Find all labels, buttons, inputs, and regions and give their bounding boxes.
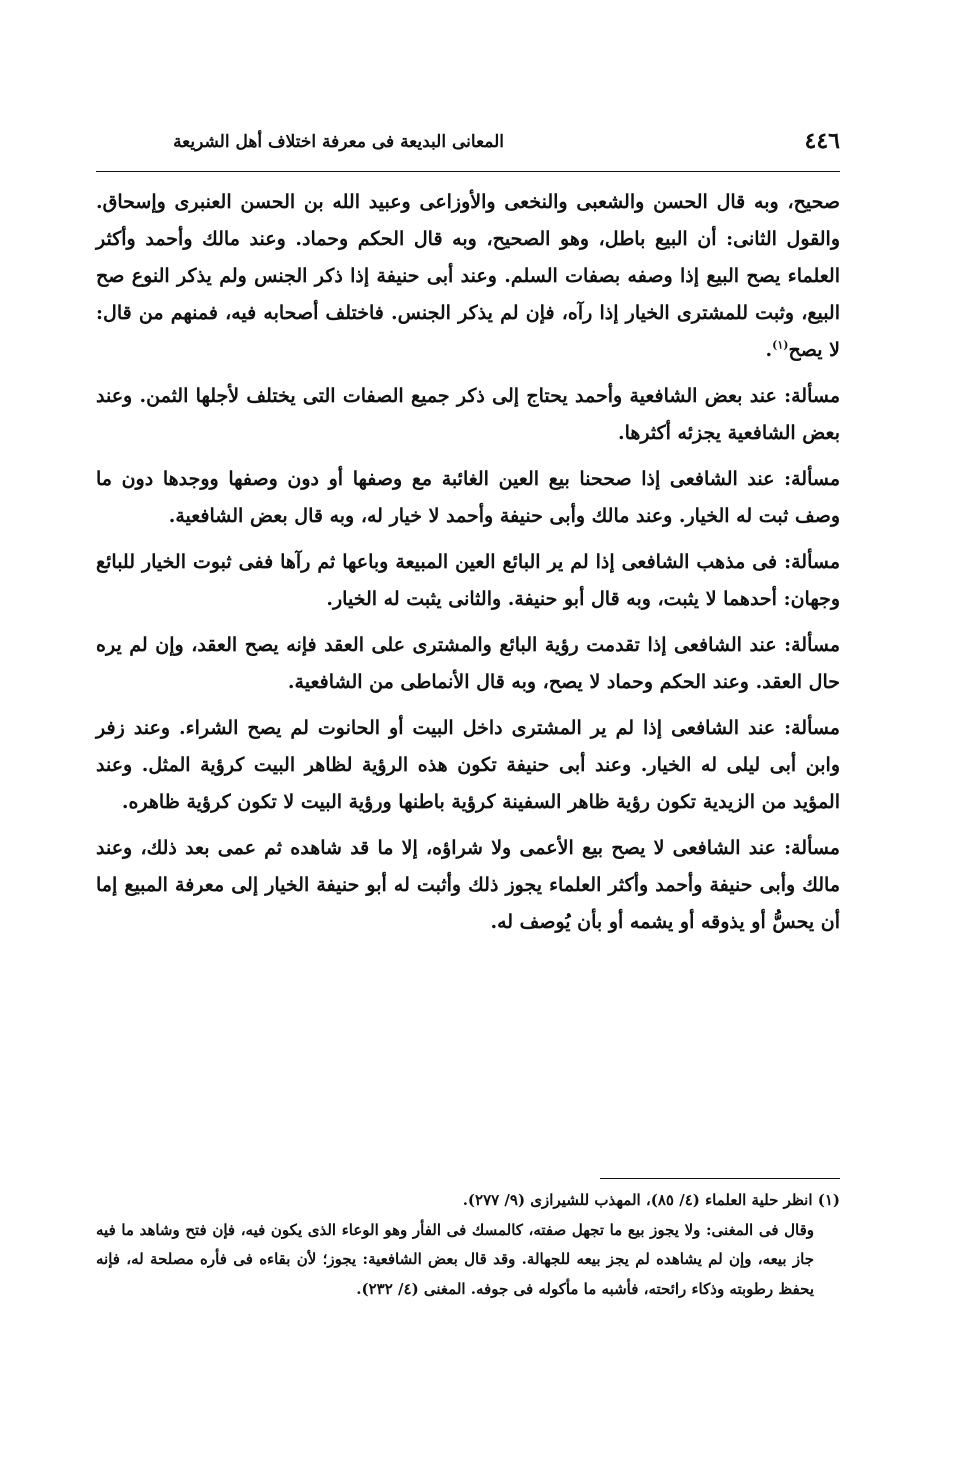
paragraph	[96, 830, 840, 941]
paragraph-text: فى مذهب الشافعى إذا لم ير البائع العين المبيعة وباعها ثم رآها ففى ثبوت الخيار للبائع وجهان: أحدهما لا يثبت، وبه قال أبو حنيفة. والثانى يثبت له الخيار.	[96, 551, 840, 610]
running-header	[96, 126, 840, 166]
paragraph	[96, 378, 840, 452]
footnote-marker: (١)	[772, 338, 789, 352]
paragraph	[96, 461, 840, 535]
paragraph-text: عند بعض الشافعية وأحمد يحتاج إلى ذكر جميع الصفات التى يختلف لأجلها الثمن. وعند بعض الشافعية يجزئه أكثرها.	[96, 385, 840, 444]
main-text	[96, 184, 840, 950]
paragraph-tail: .	[765, 339, 773, 361]
paragraph	[96, 710, 840, 821]
paragraph-text: عند الشافعى إذا لم ير المشترى داخل البيت أو الحانوت لم يصح الشراء. وعند زفر وابن أبى ليلى له الخيار. وعند أبى حنيفة تكون هذه الرؤية لظاهر البيت كرؤية المثل. وعند المؤيد من الزيدية تكون رؤية ظاهر السفينة كرؤية باطنها ورؤية البيت لا تكون كرؤية ظاهره.	[96, 717, 840, 813]
paragraph	[96, 184, 840, 369]
running-title: المعانى البديعة فى معرفة اختلاف أهل الشريعة	[173, 132, 504, 152]
page-number: ٤٤٦	[804, 128, 840, 154]
paragraph-text: عند الشافعى إذا تقدمت رؤية البائع والمشترى على العقد فإنه يصح العقد، وإن لم يره حال العقد. وعند الحكم وحماد لا يصح، وبه قال الأنماطى من الشافعية.	[96, 634, 840, 693]
paragraph	[96, 544, 840, 618]
issue-label: مسألة:	[784, 551, 840, 573]
paragraph	[96, 627, 840, 701]
paragraph-text: عند الشافعى لا يصح بيع الأعمى ولا شراؤه، إلا ما قد شاهده ثم عمى بعد ذلك، وعند مالك وأبى حنيفة وأحمد وأكثر العلماء يجوز ذلك وأثبت له أبو حنيفة الخيار إلى معرفة المبيع إما أن يحسُّ أو يذوقه أو يشمه أو بأن يُوصف له.	[96, 837, 840, 933]
footnote: (١) انظر حلية العلماء (٤/ ٨٥)، المهذب للشيرازى (٩/ ٢٧٧).	[462, 1191, 840, 1209]
issue-label: مسألة:	[784, 385, 840, 407]
issue-label: مسألة:	[784, 634, 840, 656]
footnote-divider	[600, 1178, 840, 1179]
issue-label: مسألة:	[784, 468, 840, 490]
footnote-continuation: وقال فى المغنى: ولا يجوز بيع ما تجهل صفته، كالمسك فى الفأر وهو الوعاء الذى يكون فيه، فإن فتح وشاهد ما فيه جاز بيعه، وإن لم يشاهده لم يجز بيعه للجهالة. وقد قال بعض الشافعية: يجوز؛ لأن بقاءه فى فأره مصلحة له، فإنه يحفظ رطوبته وذكاء رائحته، فأشبه ما مأكوله فى جوفه. المغنى (٤/ ٢٣٢).	[96, 1220, 814, 1298]
header-divider	[96, 171, 840, 172]
paragraph-text: عند الشافعى إذا صححنا بيع العين الغائبة مع وصفها أو دون وصفها ووجدها دون ما وصف ثبت له الخيار. وعند مالك وأبى حنيفة وأحمد لا خيار له، وبه قال بعض الشافعية.	[96, 468, 840, 527]
footnotes	[96, 1186, 840, 1304]
issue-label: مسألة:	[784, 837, 840, 859]
paragraph-text: صحيح، وبه قال الحسن والشعبى والنخعى والأوزاعى وعبيد الله بن الحسن العنبرى وإسحاق. والقول الثانى: أن البيع باطل، وهو الصحيح، وبه قال الحكم وحماد. وعند مالك وأحمد وأكثر العلماء يصح البيع إذا وصفه بصفات السلم. وعند أبى حنيفة إذا ذكر الجنس ولم يذكر النوع صح البيع، وثبت للمشترى الخيار إذا رآه، فإن لم يذكر الجنس. فاختلف أصحابه فيه، فمنهم من قال: لا يصح	[96, 191, 840, 361]
issue-label: مسألة:	[784, 717, 840, 739]
